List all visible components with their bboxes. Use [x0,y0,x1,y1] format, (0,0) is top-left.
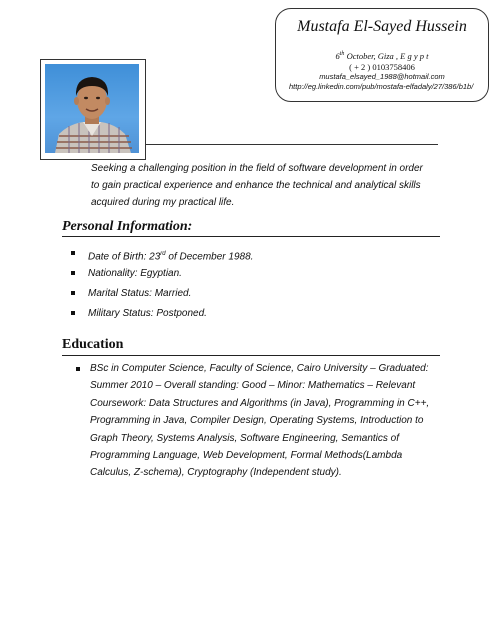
dob-suffix: of December 1988. [165,251,254,263]
military-status: Military Status: Postponed. [88,308,207,319]
list-item [70,284,253,304]
education-entry [70,360,440,482]
square-bullet-icon [71,271,75,275]
profile-photo-frame [40,59,146,160]
phone-number: ( + 2 ) 0103758406 [349,62,415,72]
dob-ordinal: rd [160,251,166,257]
personal-info-list [70,244,253,324]
personal-info-heading [62,219,192,235]
square-bullet-icon [71,311,75,315]
education-divider [62,355,440,356]
personal-info-title: Personal Information [62,219,188,234]
dob-prefix: Date of Birth: 23 [88,251,161,263]
person-portrait-icon [45,64,139,153]
email-link[interactable]: mustafa_elsayed_1988@hotmail.com [319,72,445,81]
linkedin-link[interactable]: http://eg.linkedin.com/pub/mostafa-elfadaly/27/386/b1b/ [289,82,474,91]
marital-status: Marital Status: Married. [88,288,192,299]
personal-info-divider [62,236,440,237]
address-day: 6 [335,51,340,61]
career-objective: Seeking a challenging position in the field of software development in order to gain practical experience and enhance the technical and analytical skills acquired during my practical life. [91,163,423,208]
personal-info-colon: : [187,219,193,234]
list-item-dob [70,244,253,264]
address-rest: October, Giza , E g y p t [344,51,429,61]
list-item [70,264,253,284]
square-bullet-icon [76,367,80,371]
nationality: Nationality: Egyptian. [88,268,182,279]
header-divider [146,144,438,145]
square-bullet-icon [71,291,75,295]
address [276,51,488,61]
education-heading: Education [62,337,124,352]
list-item [70,304,253,324]
candidate-name: Mustafa El-Sayed Hussein [297,18,467,35]
education-entry-text: BSc in Computer Science, Faculty of Science, Cairo University – Graduated: Summer 2010 – Overall standing: Good – Minor: Mathematics – Relevant Coursework: Data Structures and Algorithms (in Java), Programming in C++, Programming in Java, Compiler Design, Operating Systems, Introduction to Graph Theory, Systems Analysis, Software Engineering, Semantics of Programming Language, Web Development, Formal Methods(Lambda Calculus, Z-schema), Cryptography (Independent study). [90,363,430,479]
contact-header-box [275,8,489,102]
square-bullet-icon [71,251,75,255]
profile-photo [45,64,139,153]
address-ordinal: th [339,51,345,58]
